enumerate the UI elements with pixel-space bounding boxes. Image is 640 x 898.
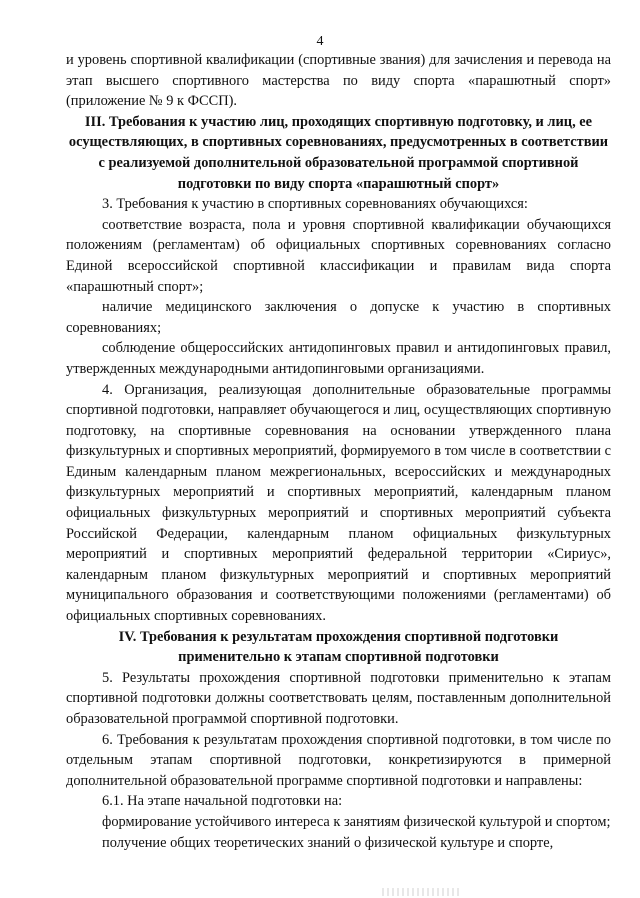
paragraph-6-1: 6.1. На этапе начальной подготовки на: (102, 793, 343, 810)
document-body (66, 50, 611, 853)
section-4-heading: IV. Требования к результатам прохождения спортивной подготовки применительно к этапам спортивной подготовки (118, 628, 559, 666)
page-number: 4 (316, 34, 324, 49)
paragraph-3-item-antidoping: соблюдение общероссийских антидопинговых правил и антидопинговых правил, утвержденных международными антидопинговыми организациями. (66, 340, 611, 377)
paragraph-3-item-medical: наличие медицинского заключения о допуске к участию в спортивных соревнованиях; (66, 299, 611, 336)
paragraph-5: 5. Результаты прохождения спортивной подготовки применительно к этапам спортивной подготовки должны соответствовать целям, поставленным дополнительной образовательной программой спортивной подготовки. (66, 669, 611, 727)
paragraph-6-1-item-knowledge: получение общих теоретических знаний о физической культуре и спорте, (102, 834, 554, 851)
paragraph-6-1-item-interest: формирование устойчивого интереса к занятиям физической культурой и спортом; (102, 813, 611, 830)
paragraph-4: 4. Организация, реализующая дополнительные образовательные программы спортивной подготовки, направляет обучающегося и лиц, осуществляющих спортивную подготовку, на спортивные соревнования на основании утвержденного плана физкультурных и спортивных мероприятий, формируемого в том числе в соответствии с Единым календарным планом межрегиональных, всероссийских и международных физкультурных мероприятий и спортивных мероприятий, календарным планом официальных физкультурных мероприятий и спортивных мероприятий субъекта Российской Федерации, календарным планом официальных физкультурных мероприятий и спортивных мероприятий федеральной территории «Сириус», календарным планом физкультурных мероприятий и спортивных мероприятий муниципального образования и соответствующими положениями (регламентами) об официальных спортивных соревнованиях. (66, 381, 611, 625)
paragraph-3: 3. Требования к участию в спортивных соревнованиях обучающихся: (102, 196, 528, 213)
paragraph-continuation: и уровень спортивной квалификации (спортивные звания) для зачисления и перевода на этап высшего спортивного мастерства по виду спорта «парашютный спорт» (приложение № 9 к ФССП). (66, 52, 611, 110)
section-3-heading: III. Требования к участию лиц, проходящих спортивную подготовку, и лиц, ее осуществляющих, в спортивных соревнованиях, предусмотренных в соответствии с реализуемой дополнительной образовательной программой спортивной подготовки по виду спорта «парашютный спорт» (68, 113, 609, 192)
paragraph-6: 6. Требования к результатам прохождения спортивной подготовки, в том числе по отдельным этапам спортивной подготовки, конкретизируются в примерной дополнительной образовательной программе спортивной подготовки и направлены: (66, 731, 611, 789)
paragraph-3-item-age: соответствие возраста, пола и уровня спортивной квалификации обучающихся положениям (регламентам) об официальных спортивных соревнованиях согласно Единой всероссийской спортивной классификации и правилам вида спорта «парашютный спорт»; (66, 216, 611, 295)
scan-artifact (382, 888, 462, 896)
